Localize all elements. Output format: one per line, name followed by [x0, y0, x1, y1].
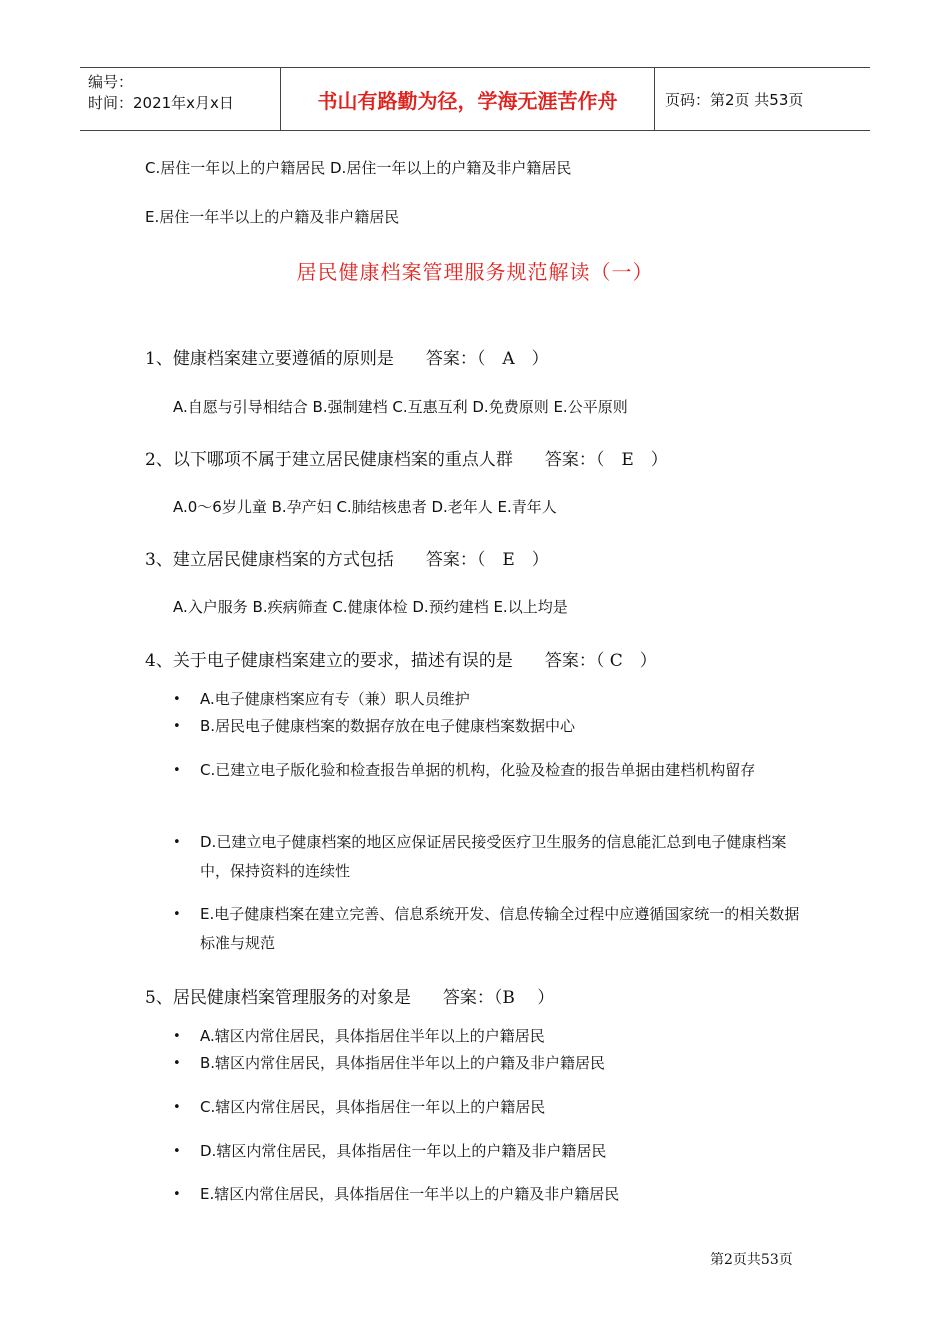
list-item-text: D.辖区内常住居民，具体指居住一年以上的户籍及非户籍居民 — [200, 1142, 607, 1160]
page-footer: 第2页共53页 — [710, 1252, 793, 1268]
list-item-text: D.已建立电子健康档案的地区应保证居民接受医疗卫生服务的信息能汇总到电子健康档案中，保持资料的连续性 — [200, 833, 787, 880]
question-text: 2、以下哪项不属于建立居民健康档案的重点人群 — [145, 450, 513, 470]
header-meta — [80, 68, 281, 130]
list-item — [173, 685, 813, 714]
list-item-text: C.辖区内常住居民，具体指居住一年以上的户籍居民 — [200, 1098, 546, 1116]
question-3 — [145, 545, 549, 570]
page-header — [80, 67, 870, 131]
question-text: 5、居民健康档案管理服务的对象是 — [145, 988, 411, 1008]
question-2-options: A.0～6岁儿童 B.孕产妇 C.肺结核患者 D.老年人 E.青年人 — [173, 498, 557, 516]
question-1-options: A.自愿与引导相结合 B.强制建档 C.互惠互利 D.免费原则 E.公平原则 — [173, 398, 628, 416]
question-text: 1、健康档案建立要遵循的原则是 — [145, 349, 394, 369]
list-item-text: C.已建立电子版化验和检查报告单据的机构，化验及检查的报告单据由建档机构留存 — [200, 761, 756, 779]
list-item — [173, 828, 813, 886]
list-item-text: A.电子健康档案应有专（兼）职人员维护 — [200, 690, 470, 708]
list-item-text: A.辖区内常住居民，具体指居住半年以上的户籍居民 — [200, 1027, 545, 1045]
list-item-text: B.辖区内常住居民，具体指居住半年以上的户籍及非户籍居民 — [200, 1054, 606, 1072]
bullet-icon: • — [173, 1187, 181, 1202]
question-5 — [145, 983, 554, 1008]
question-2 — [145, 445, 668, 470]
list-item — [173, 1137, 813, 1166]
question-text: 4、关于电子健康档案建立的要求，描述有误的是 — [145, 651, 513, 671]
list-item — [173, 900, 813, 958]
list-item — [173, 1180, 813, 1209]
header-motto: 书山有路勤为径，学海无涯苦作舟 — [281, 68, 655, 130]
header-time: 时间：2021年x月x日 — [88, 94, 234, 112]
list-item-text: E.辖区内常住居民，具体指居住一年半以上的户籍及非户籍居民 — [200, 1185, 620, 1203]
list-item-text: B.居民电子健康档案的数据存放在电子健康档案数据中心 — [200, 717, 576, 735]
list-item-text: E.电子健康档案在建立完善、信息系统开发、信息传输全过程中应遵循国家统一的相关数据标准与规范 — [200, 905, 800, 952]
bullet-icon: • — [173, 1056, 181, 1071]
bullet-icon: • — [173, 1100, 181, 1115]
list-item — [173, 1093, 813, 1122]
question-answer: 答案：（ C ） — [544, 651, 657, 671]
bullet-icon: • — [173, 719, 181, 734]
list-item — [173, 1049, 813, 1078]
question-answer: 答案：（ E ） — [425, 550, 549, 570]
bullet-icon: • — [173, 1144, 181, 1159]
bullet-icon: • — [173, 907, 181, 922]
question-answer: 答案：（ A ） — [425, 349, 549, 369]
carry-over-line-1: C.居住一年以上的户籍居民 D.居住一年以上的户籍及非户籍居民 — [145, 159, 572, 177]
list-item — [173, 712, 813, 741]
question-answer: 答案：（ E ） — [544, 450, 668, 470]
list-item — [173, 756, 813, 785]
question-3-options: A.入户服务 B.疾病筛查 C.健康体检 D.预约建档 E.以上均是 — [173, 598, 568, 616]
question-1 — [145, 344, 549, 369]
question-4 — [145, 646, 657, 671]
section-title: 居民健康档案管理服务规范解读（一） — [296, 260, 654, 284]
question-answer: 答案：（B ） — [442, 988, 555, 1008]
bullet-icon: • — [173, 763, 181, 778]
header-number: 编号： — [88, 73, 134, 91]
carry-over-line-2: E.居住一年半以上的户籍及非户籍居民 — [145, 208, 400, 226]
bullet-icon: • — [173, 835, 181, 850]
bullet-icon: • — [173, 692, 181, 707]
bullet-icon: • — [173, 1029, 181, 1044]
list-item — [173, 1022, 813, 1051]
header-page: 页码：第2页 共53页 — [665, 90, 804, 109]
question-text: 3、建立居民健康档案的方式包括 — [145, 550, 394, 570]
